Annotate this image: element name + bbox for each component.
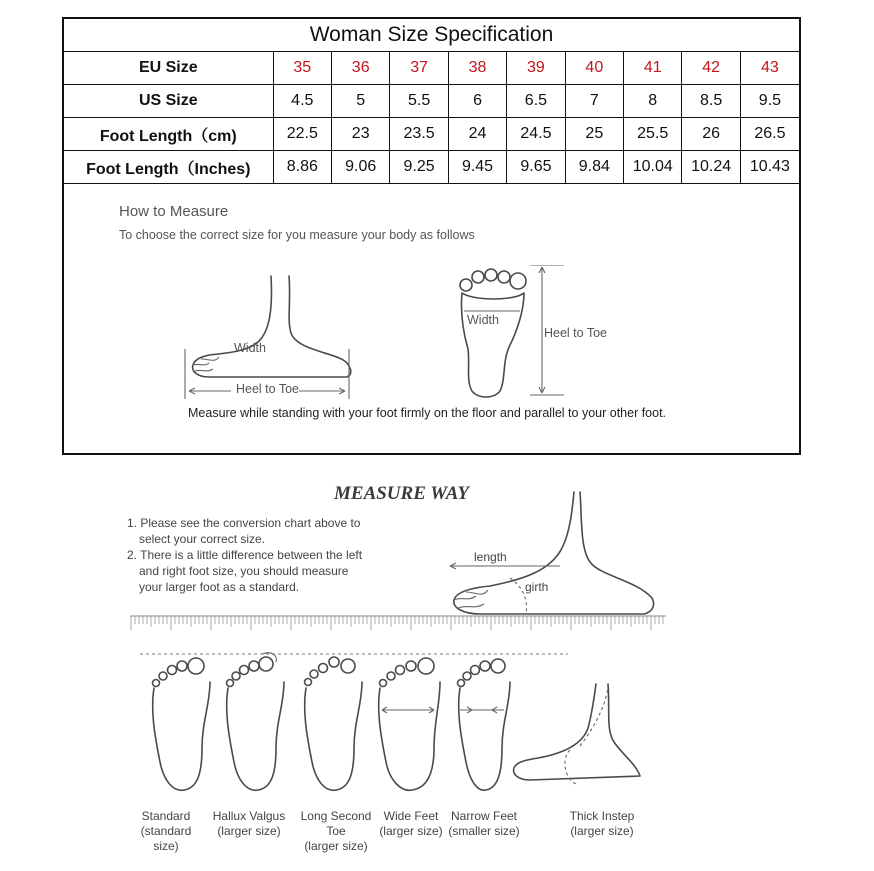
foot-type-hallux-valgus [210, 809, 288, 839]
table-cell: 9.65 [507, 151, 565, 184]
narrow-feet-icon [458, 659, 511, 790]
table-title: Woman Size Specification [64, 19, 799, 52]
foot-type-size: (larger size) [570, 824, 634, 838]
ruler [130, 614, 666, 632]
table-cell: 38 [448, 52, 506, 85]
toe-icon [510, 273, 526, 289]
table-cell: 9.5 [740, 85, 799, 118]
table-title-row [64, 19, 799, 52]
foot-type-name: Narrow Feet [450, 809, 518, 823]
table-cell: 6 [448, 85, 506, 118]
table-row-cm [64, 118, 799, 151]
sole-width-label: Width [467, 313, 499, 327]
table-cell: 10.04 [624, 151, 682, 184]
row-label-us: US Size [64, 85, 273, 118]
girth-line [510, 578, 526, 614]
row-label-eu: EU Size [64, 52, 273, 85]
row-label-inches: Foot Length（Inches) [64, 151, 273, 184]
table-cell: 5 [332, 85, 390, 118]
table-cell: 35 [273, 52, 331, 85]
table-cell: 26 [682, 118, 740, 151]
measure-note: Measure while standing with your foot firmly on the floor and parallel to your other foot. [188, 406, 667, 420]
foot-type-thick-instep [566, 809, 638, 839]
toe-icon [460, 279, 472, 291]
table-row-us [64, 85, 799, 118]
table-cell: 43 [740, 52, 799, 85]
long-second-toe-foot-icon [305, 657, 363, 790]
sole-outline [461, 293, 524, 397]
foot-type-name: Long Second Toe [300, 809, 372, 838]
table-cell: 23 [332, 118, 390, 151]
table-cell: 10.43 [740, 151, 799, 184]
table-cell: 25 [565, 118, 623, 151]
table-cell: 22.5 [273, 118, 331, 151]
table-cell: 10.24 [682, 151, 740, 184]
instruction-line: select your correct size. [139, 532, 266, 546]
sole-length-label: Heel to Toe [544, 326, 608, 340]
table-cell: 26.5 [740, 118, 799, 151]
table-cell: 6.5 [507, 85, 565, 118]
table-cell: 41 [624, 52, 682, 85]
row-label-cm: Foot Length（cm) [64, 118, 273, 151]
table-cell: 23.5 [390, 118, 448, 151]
side-foot-outline [193, 276, 351, 377]
side-length-label: Heel to Toe [236, 382, 300, 396]
wide-feet-icon [379, 658, 440, 790]
table-cell: 5.5 [390, 85, 448, 118]
table-row-inches [64, 151, 799, 184]
table-cell: 4.5 [273, 85, 331, 118]
table-cell: 9.84 [565, 151, 623, 184]
table-cell: 40 [565, 52, 623, 85]
size-spec-panel [62, 17, 801, 455]
foot-types-illustration [140, 652, 670, 802]
table-cell: 42 [682, 52, 740, 85]
foot-type-size: (smaller size) [448, 824, 520, 838]
table-cell: 8.86 [273, 151, 331, 184]
toe-icon [485, 269, 497, 281]
foot-type-size: (larger size) [217, 824, 281, 838]
length-label: length [474, 550, 507, 564]
table-row-eu [64, 52, 799, 85]
foot-type-name: Hallux Valgus [212, 809, 286, 823]
foot-type-size: (standard size) [140, 824, 192, 853]
measure-way-title: MEASURE WAY [334, 483, 469, 504]
hallux-valgus-foot-icon [227, 653, 285, 791]
how-to-title: How to Measure [119, 203, 229, 220]
instruction-line: 1. Please see the conversion chart above to [127, 516, 361, 530]
toe-icon [498, 271, 510, 283]
table-cell: 39 [507, 52, 565, 85]
foot-type-narrow-feet [446, 809, 522, 839]
how-to-subtitle: To choose the correct size for you measure your body as follows [119, 228, 475, 242]
instructions [127, 515, 362, 595]
foot-type-name: Thick Instep [569, 809, 635, 823]
size-table [64, 19, 799, 184]
table-cell: 9.25 [390, 151, 448, 184]
foot-type-wide-feet [378, 809, 444, 839]
table-cell: 24.5 [507, 118, 565, 151]
standard-foot-icon [153, 658, 211, 790]
foot-type-standard [128, 809, 204, 854]
foot-type-size: (larger size) [304, 839, 368, 853]
table-cell: 7 [565, 85, 623, 118]
table-cell: 8.5 [682, 85, 740, 118]
foot-type-name: Wide Feet [383, 809, 439, 823]
girth-label: girth [525, 580, 549, 594]
thick-instep-foot-icon [514, 684, 640, 784]
toe-lines [454, 590, 488, 608]
instruction-line: your larger foot as a standard. [139, 580, 300, 594]
table-cell: 9.45 [448, 151, 506, 184]
instruction-line: and right foot size, you should measure [139, 564, 349, 578]
ruler-ticks [131, 616, 666, 630]
table-cell: 24 [448, 118, 506, 151]
foot-type-size: (larger size) [379, 824, 443, 838]
foot-type-name: Standard [141, 809, 191, 823]
table-cell: 9.06 [332, 151, 390, 184]
side-width-label: Width [234, 341, 266, 355]
foot-type-long-second-toe [290, 809, 382, 854]
instruction-line: 2. There is a little difference between the left [127, 548, 363, 562]
table-cell: 25.5 [624, 118, 682, 151]
table-cell: 36 [332, 52, 390, 85]
table-cell: 37 [390, 52, 448, 85]
table-cell: 8 [624, 85, 682, 118]
toe-icon [472, 271, 484, 283]
